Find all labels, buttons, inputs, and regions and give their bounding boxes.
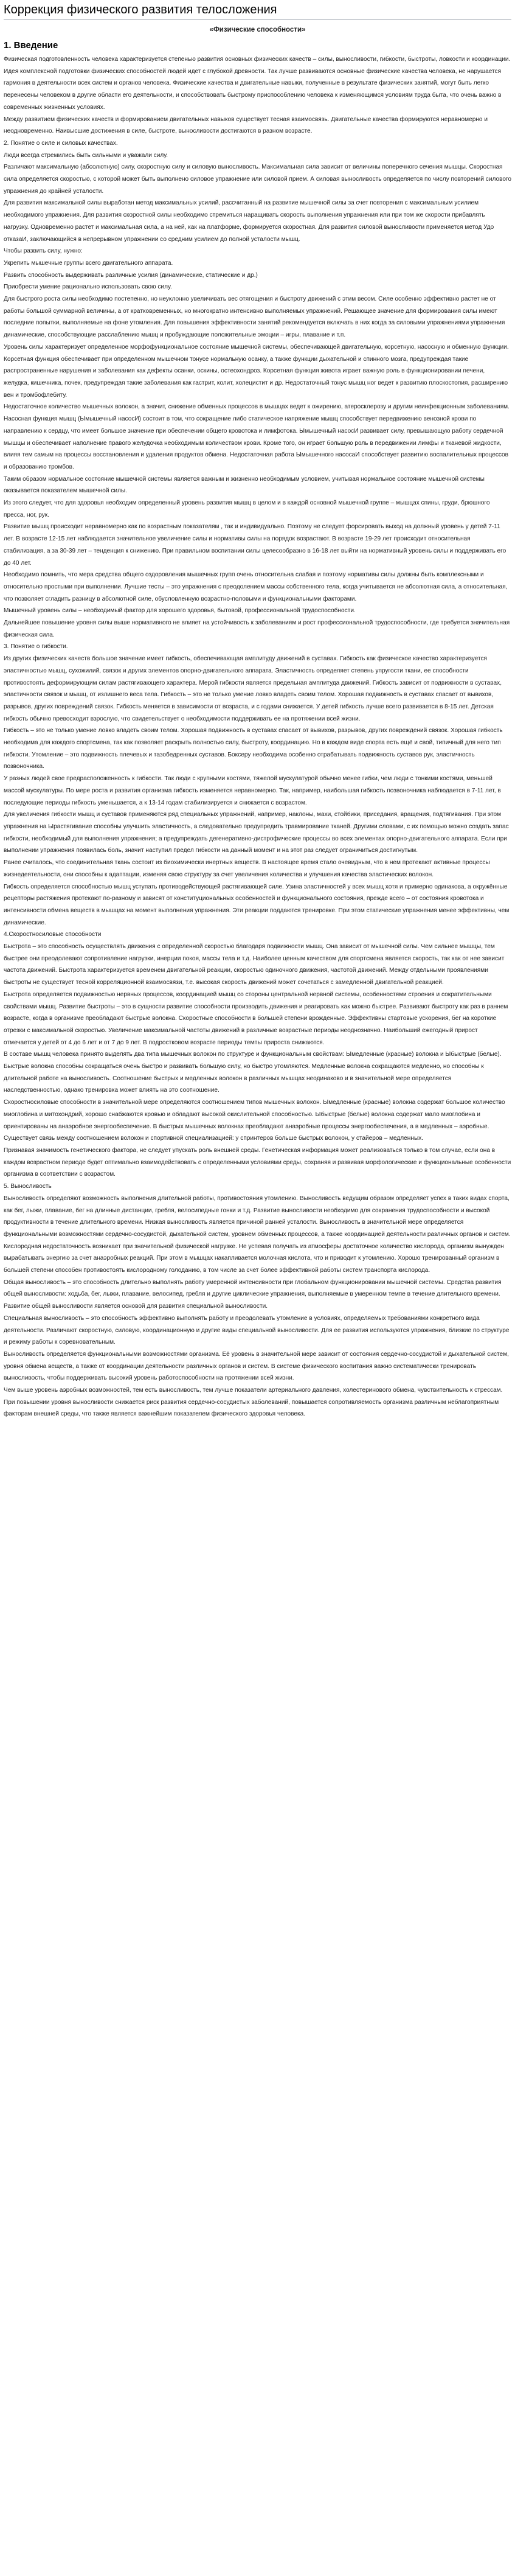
paragraph: Развитие мышц происходит неравномерно как по возрастным показателям , так и индивидуально. Поэтому не следует форсировать выход на должный уровень у детей 7-11 лет. В возрасте 12-15 лет наблюдается значительное увеличение силы и нормативы силы на порядок возрастают. В возрасте 19-29 лет происходит относительная стабилизация, а за 30-39 лет – тенденция к снижению. При правильном воспитании силы целесообразно в 16-18 лет выйти на нормативный уровень силы и поддерживать его до 40 лет. bbox=[4, 523, 506, 567]
paragraph: Быстрота – это способность осуществлять движения с определенной скоростью благодаря подвижности мышц. Она зависит от мышечной силы. Чем сильнее мышцы, тем быстрее они преодолевают сопротивление нагрузки, инерции покоя, массы тела и т.д. Наиболее ценным качеством для спортсмена является скорость, так как от нее зависит частота движений. Быстрота характеризуется временем двигательной реакции, скоростью одиночного движения, частотой движений. Между отдельными проявлениями быстроты не существует тесной корреляционной взаимосвязи, т.е. высокая скорость движений может сочетаться с замедленной двигательной реакцией. bbox=[4, 943, 505, 986]
paragraph: 3. Понятие о гибкости. bbox=[4, 643, 68, 651]
paragraph: Укрепить мышечные группы всего двигательного аппарата. bbox=[4, 259, 173, 267]
paragraph: Насосная функция мышц (Ымышечный насосИ) состоит в том, что сокращение либо статическое напряжение мышц способствует передвижению венозной крови по направлению к сердцу, что имеет большое значение при обеспечении общего кровотока и лимфотока. Ымышечный насосИ развивает силу, превышающую работу сердечной мышцы и обеспечивает наполнение правого желудочка необходимым количеством крови. Кроме того, он играет большую роль в передвижении лимфы и тканевой жидкости, влияя тем самым на процессы восстановления и удаления продуктов обмена. Недостаточная работа Ымышечного насосаИ способствует развитию воспалительных процессов и образованию тромбов. bbox=[4, 416, 509, 470]
paragraph: Корсетная функция обеспечивает при определенном мышечном тонусе нормальную осанку, а также функции дыхательной и спинного мозга, предупреждая такие распространенные нарушения и заболевания как дефекты осанки, оскины, остеохондроз. Корсетная функция живота играет важную роль в функционировании печени, желудка, кишечника, почек, предупреждая такие заболевания как гастрит, колит, холецистит и др. Недостаточный тонус мышц ног ведет к развитию плоскостопия, расширению вен и тромбофлебиту. bbox=[4, 355, 508, 399]
paragraph: Выносливость определяется функциональными возможностями организма. Её уровень в значительной мере зависит от состояния сердечно-сосудистой и дыхательной систем, уровня обмена веществ, а также от координации деятельности различных органов и систем. В системе физического воспитания важно систематически тренировать выносливость, чтобы поддерживать высокий уровень работоспособности на протяжении всей жизни. bbox=[4, 1350, 509, 1382]
paragraph: 4.Скоростносиловые способности bbox=[4, 931, 102, 938]
paragraph: Приобрести умение рационально использовать свою силу. bbox=[4, 284, 172, 291]
paragraph: Из этого следует, что для здоровья необходим определенный уровень развития мышц в целом и в каждой основной мышечной группе – мышцах спины, груди, брюшного пресса, ног, рук. bbox=[4, 500, 490, 518]
paragraph: Из других физических качеств большое значение имеет гибкость, обеспечивающая амплитуду движений в суставах. Гибкость как физическое качество характеризуется эластичностью мышц, сухожилий, связок и других элементов опорно-двигательного аппарата. Эластичность определяет степень упругости ткани, ее способности противостоять деформирующим силам растягивающего характера. Мерой гибкости является предельная амплитуда движений. Гибкость зависит от подвижности в суставах, эластичности связок и мышц, от излишнего веса тела. Гибкость – это не только умение ловко владеть своим телом. Хорошая подвижность в суставах спасает от вывихов, разрывов, других повреждений связок. Гибкость меняется в зависимости от возраста, и с годами снижается. У детей гибкость лучше всего развивается в 8-15 лет. Детская гибкость обычно превосходит взрослую, что свидетельствует о необходимости поддерживать ее на протяжении всей жизни. bbox=[4, 655, 502, 722]
paragraph: Между развитием физических качеств и формированием двигательных навыков существует тесная взаимосвязь. Двигательные качества формируются неравномерно и неодновременно. Наивысшие достижения в силе, быстроте, выносливости достигаются в разном возрасте. bbox=[4, 116, 488, 135]
paragraph: Быстрота определяется подвижностью нервных процессов, координацией мышц со стороны центральной нервной системы, особенностями строения и сократительными свойствами мышц. Развитие быстроты – это в сущности развитие способности производить движения и реагировать как можно быстрее. Развивают быстроту как раз в раннем возрасте, когда в организме преобладают быстрые волокна. Скоростные способности в большей степени врожденные. Эффективны стартовые ускорения, бег на короткие отрезки с максимальной скоростью. Увеличение максимальной частоты движений в различные возрастные периоды неоднозначно. Наибольший ежегодный прирост отмечается у детей от 4 до 6 лет и от 7 до 9 лет. В подростковом возрасте периоды темпы прироста снижаются. bbox=[4, 991, 508, 1046]
page-title: Коррекция физического развития телосложения bbox=[4, 2, 511, 20]
paragraph: Чтобы развить силу, нужно: bbox=[4, 248, 83, 255]
paragraph: Чем выше уровень аэробных возможностей, тем есть выносливость, тем лучше показатели артериального давления, холестеринового обмена, чувствительность к стрессам. При повышении уровня выносливости снижается риск развития сердечно-сосудистых заболеваний, повышается сопротивляемость организма различным неблагоприятным факторам внешней среды, что также является важнейшим показателем физического здоровья человека. bbox=[4, 1387, 503, 1418]
paragraph: Идея комплексной подготовки физических способностей людей идет с глубокой древности. Так лучше развиваются основные физические качества человека, не нарушается гармония в деятельности всех систем и органов человека. Физические качества и двигательные навыки, полученные в результате физических занятий, могут быть легко перенесены человеком в другие области его деятельности, и способствовать быстрому приспособлению человека к изменяющимся условиям труда быта, что очень важно в современных жизненных условиях. bbox=[4, 68, 502, 111]
paragraph: Для развития максимальной силы выработан метод максимальных усилий, рассчитанный на развитие мышечной силы за счет повторения с максимальным усилием необходимого упражнения. Для развития скоростной силы необходимо стремиться наращивать скорость выполнения упражнения или при том же скорости прибавлять нагрузку. Одновременно растет и максимальная сила, а на ней, как на платформе, формируется скоростная. Для развития силовой выносливости применяется метод Удо отказаИ, заключающийся в непрерывном упражнении со средним усилием до полной усталости мышц. bbox=[4, 200, 494, 243]
paragraph: Различают максимальную (абсолютную) силу, скоростную силу и силовую выносливость. Максимальная сила зависит от величины поперечного сечения мышцы. Скоростная сила определяется скоростью, с которой может быть выполнено силовое упражнение или силовой прием. А силовая выносливость определяется по числу повторений силового упражнения до крайней усталости. bbox=[4, 164, 512, 195]
paragraph: Гибкость определяется способностью мышц уступать противодействующей растягивающей силе. Узина эластичностей у всех мышц хотя и примерно одинакова, а окружённые рецепторы растяжения протекают по-разному и зависят от конституциональных особенностей и функционального состояния, прежде всего – от состояния кровотока и интенсивности обмена веществ в мышцах на момент выполнения упражнения. Эти реакции поддаются тренировке. При этом статические упражнения менее эффективны, чем динамические. bbox=[4, 883, 510, 926]
paragraph: Таким образом нормальное состояние мышечной системы является важным и жизненно необходимым условием, учитывая нормальное состояние мышечной системы оказывается показателем мышечной силы. bbox=[4, 475, 485, 495]
paragraph: 2. Понятие о силе и силовых качествах. bbox=[4, 139, 118, 147]
paragraph: Физическая подготовленность человека характеризуется степенью развития основных физических качеств – силы, выносливости, гибкости, быстроты, ловкости и координации. bbox=[4, 56, 511, 63]
paragraph: Ранее считалось, что соединительная ткань состоит из биохимически инертных веществ. В настоящее время стало очевидным, что в нем протекают активные процессы жизнедеятельности, они способны к адаптации, изменяя свою структуру за счет увеличения количества и улучшения качества эластических волокон. bbox=[4, 859, 490, 878]
paragraph: Развить способность выдерживать различные усилия (динамические, статические и др.) bbox=[4, 271, 258, 279]
paragraph: В составе мышц человека принято выделять два типа мышечных волокон по структуре и функциональным свойствам: Ымедленные (красные) волокна и Ыбыстрые (белые). Быстрые волокна способны сокращаться очень быстро и развивать большую силу, но быстро утомляются. Медленные волокна сокращаются медленно, но способны к длительной работе на выносливость. Соотношение быстрых и медленных волокон в различных мышцах неодинаково и в значительной мере определяется наследственностью, однако тренировка может влиять на это соотношение. bbox=[4, 1051, 502, 1094]
paragraph: Мышечный уровень силы – необходимый фактор для хорошего здоровья, бытовой, профессиональной трудоспособности. bbox=[4, 607, 356, 615]
paragraph: Для быстрого роста силы необходимо постепенно, но неуклонно увеличивать вес отягощения и быстроту движений с этим весом. Силе особенно эффективно растет не от работы большой суммарной величины, а от кратковременных, но многократно интенсивно выполняемых упражнений. Решающее значение для формирования силы имеют последние попытки, выполняемые на фоне утомления. Для повышения эффективности занятий рекомендуется включать в них когда за силовыми упражнениями упражнения динамические, способствующие расслаблению мышц и пробуждающие положительные эмоции – игры, плавание и т.п. bbox=[4, 296, 505, 339]
paragraph: Признавая значимость генетического фактора, не следует упускать роль внешней среды. Генетическая информация может реализоваться только в том случае, если она в каждом возрастном периоде будет оптимально взаимодействовать с определенными условиями среды, сохраняя и развивая морфологические и функциональные особенности организма в соответствии с возрастом. bbox=[4, 1147, 511, 1178]
paragraph: Дальнейшее повышение уровня силы выше нормативного не влияет на устойчивость к заболеваниям и рост профессиональной трудоспособности, где требуется значительная физическая сила. bbox=[4, 620, 510, 638]
paragraph: Уровень силы характеризует определенное морфофункциональное состояние мышечной системы, обеспечивающей двигательную, корсетную, насосную и обменную функции. bbox=[4, 343, 509, 351]
paragraph: Для увеличения гибкости мышц и суставов применяются ряд специальных упражнений, например, наклоны, махи, стойбики, приседания, вращения, подтягивания. При этом упражнения на Ырастягивание способны улучшить эластичность, а следовательно предупредить травмирование тканей. Другими словами, с их помощью можно создать запас гибкости, необходимый для выполнения упражнения; а предупреждать дегенеративно-дистрофические процессы во всех элементах опорно-двигательного аппарата. Если при выполнении упражнения появилась боль, значит наступил предел гибкости на данный момент и на этот раз следует ограничиться достигнутым. bbox=[4, 811, 509, 854]
page-subtitle: «Физические способности» bbox=[209, 26, 306, 33]
section-heading-introduction: 1. Введение bbox=[4, 40, 58, 51]
paragraph: Люди всегда стремились быть сильными и уважали силу. bbox=[4, 152, 168, 159]
paragraph: Общая выносливость – это способность длительно выполнять работу умеренной интенсивности при глобальном функционировании мышечной системы. Средства развития общей выносливости: ходьба, бег, лыжи, плавание, велосипед, гребля и другие циклические упражнения, выполняемые в умеренном темпе в течение длительного времени. Развитие общей выносливости является основой для развития специальной выносливости. bbox=[4, 1279, 502, 1310]
paragraph: Необходимо помнить, что мера средства общего оздоровления мышечных групп очень относительна слабая и поэтому нормативы силы должны быть комплексными и относительно простыми при выполнении. Лучшие тесты – это упражнения с преодолением массы собственного тела, когда учитывается не абсолютная сила, а относительная, что позволяет сгладить разницу в абсолютной силе, обусловленную возрастно-половыми и функциональными факторами. bbox=[4, 571, 508, 602]
paragraph: У разных людей свое предрасположенность к гибкости. Так люди с крупными костями, тяжелой мускулатурой обычно менее гибки, чем люди с тонкими костями, меньшей массой мускулатуры. По мере роста и развития организма гибкость изменяется неравномерно. Так, например, наибольшая гибкость позвоночника наблюдается в 7-11 лет, в последующие периоды гибкость уменьшается, а к 13-14 годам стабилизируется и снижается с возрастом. bbox=[4, 775, 501, 806]
paragraph: Скоростносиловые способности в значительной мере определяются соотношением типов мышечных волокон. Ымедленные (красные) волокна содержат большое количество миоглобина и митохондрий, хорошо снабжаются кровью и обладают высокой окислительной способностью. Ыбыстрые (белые) волокна содержат мало миоглобина и ориентированы на анаэробное энергообеспечение. В быстрых мышечных волокнах преобладают анаэробные процессы энергообеспечения, а в медленных – аэробные. Существует связь между соотношением волокон и спортивной специализацией: у спринтеров больше быстрых волокон, у стайеров – медленных. bbox=[4, 1099, 505, 1142]
paragraph: 5. Выносливость bbox=[4, 1183, 52, 1190]
article-body bbox=[4, 54, 511, 1420]
paragraph: Недостаточное количество мышечных волокон, а значит, снижение обменных процессов в мышцах ведет к ожирению, атеросклерозу и другим неинфекционным заболеваниям. bbox=[4, 403, 510, 411]
paragraph: Гибкость – это не только умение ловко владеть своим телом. Хорошая подвижность в суставах спасает от вывихов, разрывов, других повреждений связок. Хорошая гибкость необходима для каждого спортсмена, так как позволяет раскрыть полностью силу, быстроту, координацию. Но в каждом виде спорта есть ещё и свой, типичный для него тип гибкости. Утомление – это подвижность плечевых и тазобедренных суставов. Боксеру необходима особенно отрабатывать подвижность суставов рук, эластичность позвоночника. bbox=[4, 727, 503, 770]
paragraph: Кислородная недостаточность возникает при значительной физической нагрузке. Не успевая получать из атмосферы достаточное количество кислорода, организм вынужден вырабатывать энергию за счет анаэробных реакций. При этом в мышцах накапливается молочная кислота, что и приводит к утомлению. Хорошо тренированный организм в большей степени способен противостоять кислородному голоданию, в том числе за счет более эффективной работы систем транспорта кислорода. bbox=[4, 1243, 504, 1274]
paragraph: Выносливость определяют возможность выполнения длительной работы, противостояния утомлению. Выносливость ведущим образом определяет успех в таких видах спорта, как бег, лыжи, плавание, бег на длинные дистанции, гребля, велосипедные гонки и т.д. Развитие выносливости необходимо для сохранения трудоспособности и высокой продуктивности в течение длительного времени. Низкая выносливость является причиной ранней усталости. Выносливость в значительной мере определяется функциональными возможностями сердечно-сосудистой, дыхательной систем, уровнем обменных процессов, а также координацией деятельности различных органов и систем. bbox=[4, 1195, 511, 1238]
paragraph: Специальная выносливость – это способность эффективно выполнять работу и преодолевать утомление в условиях, определяемых требованиями конкретного вида деятельности. Различают скоростную, силовую, координационную и другие виды специальной выносливости. Для ее развития используются упражнения, близкие по структуре и режиму работы к соревновательным. bbox=[4, 1314, 510, 1346]
